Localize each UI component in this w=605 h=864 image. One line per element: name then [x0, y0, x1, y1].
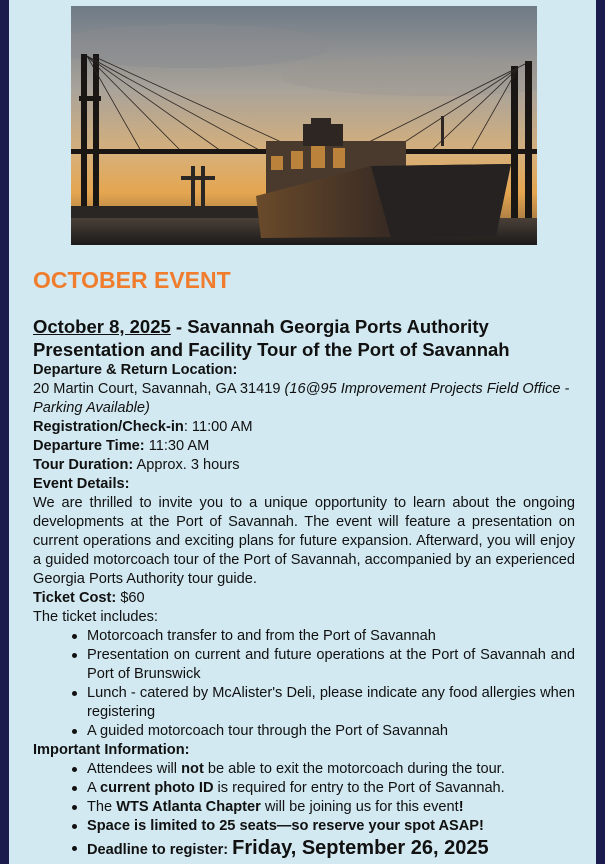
- important-info-list: [87, 760, 575, 860]
- deadline-date: Friday, September 26, 2025: [232, 837, 489, 859]
- ticket-cost-label: Ticket Cost:: [33, 590, 117, 606]
- departure-note: (16@95 Improvement Projects Field Office - Parking Available): [33, 381, 570, 416]
- important-info-label: Important Information:: [33, 742, 190, 758]
- ticket-cost: [33, 589, 575, 608]
- ticket-includes-intro: The ticket includes:: [33, 609, 158, 625]
- deadline-label: Deadline to register:: [87, 842, 233, 858]
- info-emphasis: WTS Atlanta Chapter: [116, 799, 261, 815]
- list-item: Motorcoach transfer to and from the Port of Savannah: [87, 627, 575, 646]
- event-title: [33, 315, 575, 361]
- port-bridge-ship-photo: [71, 6, 537, 245]
- registration-checkin: [33, 418, 575, 437]
- list-item: [87, 779, 575, 798]
- departure-time-label: Departure Time:: [33, 438, 145, 454]
- registration-value: : 11:00 AM: [183, 419, 253, 435]
- departure-location-value: [33, 380, 575, 418]
- event-title-text: - Savannah Georgia Ports Authority Presentation and Facility Tour of the Port of Savannah: [33, 316, 510, 360]
- info-text: Attendees will: [87, 761, 182, 777]
- list-item: A guided motorcoach tour through the Port of Savannah: [87, 722, 575, 741]
- info-text: The: [87, 799, 117, 815]
- info-emphasis: current photo ID: [99, 780, 214, 796]
- event-date: October 8, 2025: [33, 316, 171, 337]
- tour-duration-value: Approx. 3 hours: [133, 457, 240, 473]
- departure-address: 20 Martin Court, Savannah, GA 31419: [33, 381, 281, 397]
- info-text: be able to exit the motorcoach during the tour.: [203, 761, 505, 777]
- event-details-text: We are thrilled to invite you to a unique opportunity to learn about the ongoing developments at the Port of Savannah. The event will feature a presentation on current operations and exciting plans for future expansion. Afterward, you will enjoy a guided motorcoach tour of the Port of Savannah, accompanied by an experienced Georgia Ports Authority tour guide.: [33, 495, 575, 587]
- departure-location-label: Departure & Return Location:: [33, 362, 238, 378]
- tour-duration-label: Tour Duration:: [33, 457, 134, 473]
- registration-label: Registration/Check-in: [33, 419, 184, 435]
- info-text: will be joining us for this event: [260, 799, 459, 815]
- info-text: A: [87, 780, 100, 796]
- list-item: Space is limited to 25 seats—so reserve your spot ASAP!: [87, 817, 575, 836]
- tour-duration: [33, 456, 575, 475]
- ticket-cost-value: $60: [116, 590, 145, 606]
- list-item: Lunch - catered by McAlister's Deli, please indicate any food allergies when registering: [87, 685, 575, 720]
- ticket-includes-list: [87, 627, 575, 741]
- list-item: [87, 798, 575, 817]
- event-details-label: Event Details:: [33, 476, 130, 492]
- departure-location: [33, 361, 575, 418]
- info-text: is required for entry to the Port of Savannah.: [213, 780, 505, 796]
- list-item: Presentation on current and future operations at the Port of Savannah and Port of Brunswick: [87, 647, 575, 682]
- list-item: [87, 839, 575, 860]
- info-emphasis: !: [458, 799, 464, 815]
- departure-time: [33, 437, 575, 456]
- event-section-heading: OCTOBER EVENT: [33, 267, 231, 293]
- list-item: [87, 760, 575, 779]
- departure-time-value: 11:30 AM: [144, 438, 210, 454]
- newsletter-panel: [9, 0, 596, 864]
- info-emphasis: not: [181, 761, 204, 777]
- event-content: [33, 266, 575, 860]
